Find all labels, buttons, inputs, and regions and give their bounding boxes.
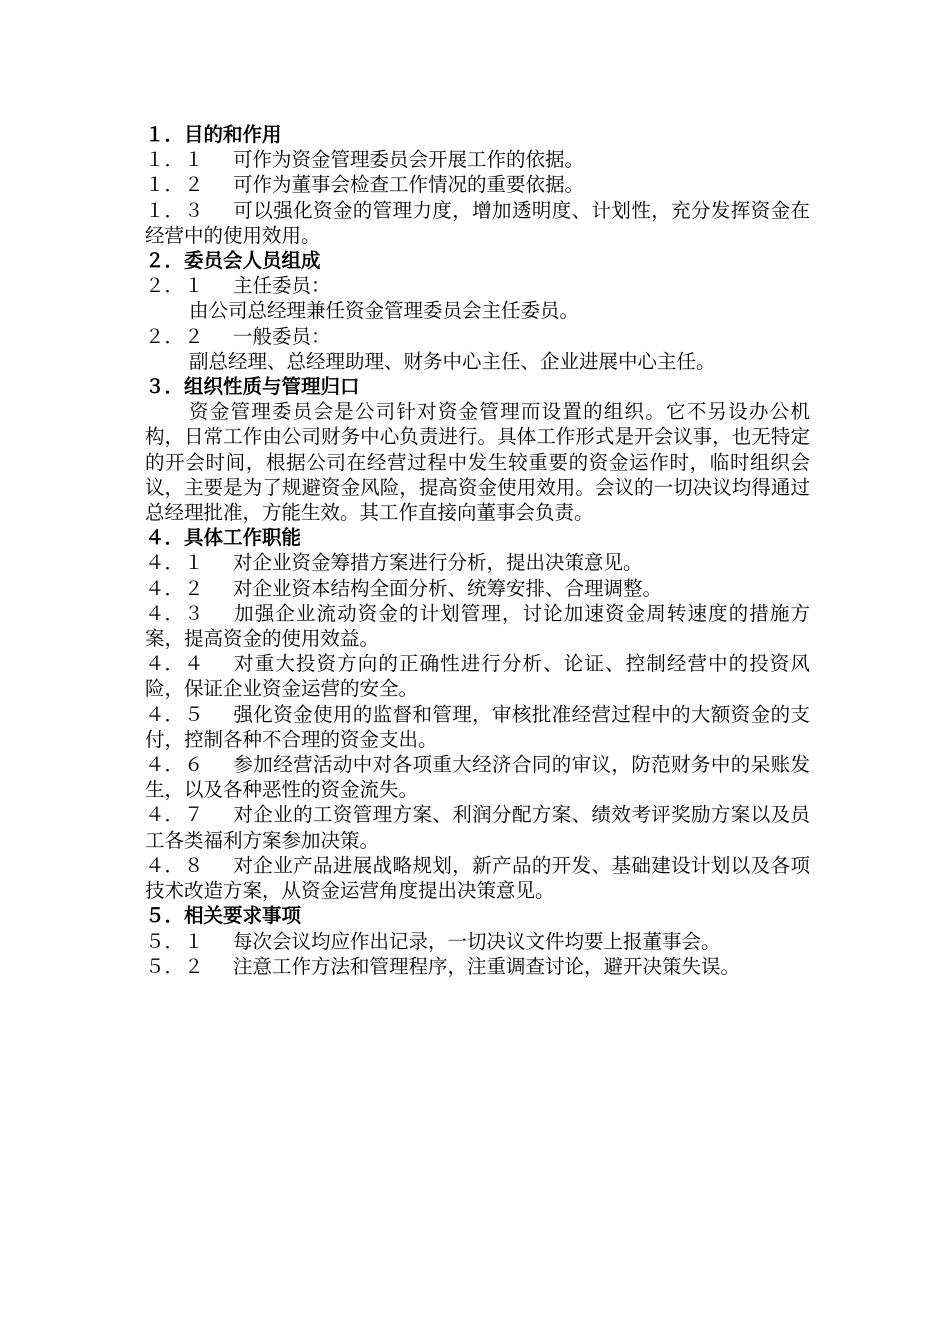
item-number: ５．２: [145, 954, 204, 978]
item-text: 参加经营活动中对各项重大经济合同的审议，防范财务中的呆账发生，以及各种恶性的资金流失。: [145, 753, 810, 802]
section-heading: ２．委员会人员组成: [145, 249, 321, 273]
list-item: [145, 147, 810, 172]
item-number: ４．３: [145, 601, 204, 625]
list-item: [145, 172, 810, 197]
item-number: １．２: [145, 173, 204, 197]
item-number: ２．２: [145, 324, 204, 348]
item-number: ２．１: [145, 274, 204, 298]
list-item: [145, 802, 810, 852]
list-item: [145, 324, 810, 349]
item-text: 注意工作方法和管理程序，注重调查讨论，避开决策失误。: [233, 954, 741, 978]
item-text: 加强企业流动资金的计划管理，讨论加速资金周转速度的措施方案，提高资金的使用效益。: [145, 601, 810, 651]
item-number: ４．１: [145, 551, 204, 575]
item-text: 可作为资金管理委员会开展工作的依据。: [233, 148, 585, 172]
item-text: 对企业资本结构全面分析、统筹安排、合理调整。: [233, 576, 663, 600]
item-number: ５．１: [145, 929, 204, 953]
list-item: [145, 651, 810, 701]
item-text: 每次会议均应作出记录，一切决议文件均要上报董事会。: [233, 929, 721, 953]
item-number: ４．７: [145, 803, 204, 827]
item-text: 对企业的工资管理方案、利润分配方案、绩效考评奖励方案以及员工各类福利方案参加决策。: [145, 803, 810, 852]
item-number: １．３: [145, 198, 204, 222]
item-text: 强化资金使用的监督和管理，审核批准经营过程中的大额资金的支付，控制各种不合理的资金支出。: [145, 702, 810, 751]
item-number: ４．５: [145, 702, 204, 726]
document-body: [145, 122, 810, 979]
section-paragraph: 资金管理委员会是公司针对资金管理而设置的组织。它不另设办公机构，日常工作由公司财务中心负责进行。具体工作形式是开会议事，也无特定的开会时间，根据公司在经营过程中发生较重要的资金运作时，临时组织会议，主要是为了规避资金风险，提高资金使用效用。会议的一切决议均得通过总经理批准，方能生效。其工作直接向董事会负责。: [145, 400, 810, 525]
section-heading: ３．组织性质与管理归口: [145, 375, 360, 399]
item-text: 主任委员：: [233, 274, 331, 298]
item-number: ４．４: [145, 652, 204, 676]
item-number: ４．２: [145, 576, 204, 600]
list-item: [145, 576, 810, 601]
item-number: ４．６: [145, 753, 204, 777]
section-heading: ４．具体工作职能: [145, 526, 302, 550]
item-subtext: 副总经理、总经理助理、财务中心主任、企业进展中心主任。: [189, 349, 716, 373]
list-item: [145, 954, 810, 979]
list-item: [145, 550, 810, 575]
item-subtext: 由公司总经理兼任资金管理委员会主任委员。: [189, 299, 580, 323]
item-text: 一般委员：: [233, 324, 331, 348]
list-item: [145, 752, 810, 802]
item-text: 可作为董事会检查工作情况的重要依据。: [233, 173, 585, 197]
section-heading: ５．相关要求事项: [145, 904, 302, 928]
item-number: ４．８: [145, 853, 204, 877]
section-heading: １．目的和作用: [145, 123, 282, 146]
list-item: [145, 601, 810, 651]
item-number: １．１: [145, 148, 204, 172]
list-item: [145, 273, 810, 298]
item-text: 可以强化资金的管理力度，增加透明度、计划性，充分发挥资金在经营中的使用效用。: [145, 198, 810, 247]
list-item: [145, 929, 810, 954]
item-text: 对企业产品进展战略规划，新产品的开发、基础建设计划以及各项技术改造方案，从资金运营角度提出决策意见。: [145, 853, 810, 903]
list-item: [145, 853, 810, 903]
item-text: 对企业资金筹措方案进行分析，提出决策意见。: [233, 551, 643, 575]
item-text: 对重大投资方向的正确性进行分析、论证、控制经营中的投资风险，保证企业资金运营的安全。: [145, 652, 810, 701]
list-item: [145, 702, 810, 752]
list-item: [145, 198, 810, 248]
